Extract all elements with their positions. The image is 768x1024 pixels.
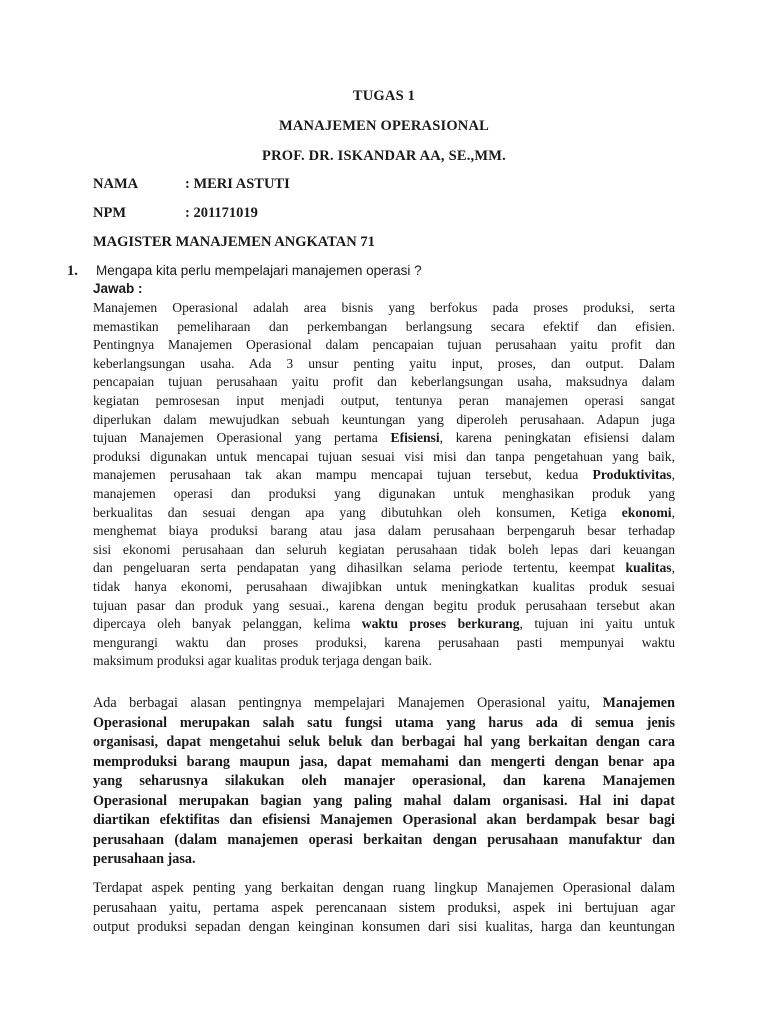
answer-paragraph-1 xyxy=(93,299,675,671)
text-line xyxy=(93,879,675,899)
text-line xyxy=(93,694,675,714)
bold-text: waktu proses berkurang xyxy=(361,616,520,632)
text-line xyxy=(93,392,675,411)
bold-text: yang seharusnya silakukan oleh manajer operasional, dan karena Manajemen xyxy=(93,773,675,789)
text-line xyxy=(93,541,675,560)
text-run: , tujuan ini yaitu untuk xyxy=(519,616,675,632)
name-label: NAMA xyxy=(93,176,139,192)
text-run: keberlangsungan usaha. Ada 3 unsur penting yaitu input, proses, dan output. Dalam xyxy=(93,355,675,371)
text-line xyxy=(93,318,675,337)
name-row xyxy=(93,176,290,193)
text-line xyxy=(93,373,675,392)
text-line xyxy=(93,714,675,734)
text-run: tidak hanya ekonomi, perusahaan diwajibkan untuk meningkatkan kualitas produk sesuai xyxy=(93,578,675,594)
bold-text: perusahaan jasa. xyxy=(93,851,196,867)
text-line xyxy=(93,753,675,773)
text-line xyxy=(93,899,675,919)
text-line xyxy=(93,811,675,831)
text-run: Pentingnya Manajemen Operasional dalam pencapaian tujuan perusahaan yaitu profit dan xyxy=(93,337,675,353)
text-run: manajemen operasi dan produksi yang digunakan untuk menghasikan produk yang xyxy=(93,485,675,501)
text-line xyxy=(93,615,675,634)
text-run: , karena peningkatan efisiensi dalam xyxy=(439,430,675,446)
npm-label: NPM xyxy=(93,205,127,221)
bold-text: Produktivitas xyxy=(592,467,672,483)
text-run: diperlukan dalam mewujudkan sebuah keuntungan yang diperoleh perusahaan. Adapun juga xyxy=(93,411,675,427)
bold-text: ekonomi xyxy=(621,504,672,520)
bold-text: organisasi, dapat mengetahui seluk beluk dan berbagai hal yang berkaitan dengan cara xyxy=(93,734,675,750)
text-run: pencapaian tujuan perusahaan yaitu profit dan keberlangsungan usaha, maksudnya dalam xyxy=(93,374,675,390)
text-line xyxy=(93,559,675,578)
text-run: memastikan pemeliharaan dan perkembangan berlangsung secara efektif dan efisien. xyxy=(93,318,675,334)
bold-text: Operasional merupakan bagian yang paling mahal dalam organisasi. Hal ini dapat xyxy=(93,792,675,809)
answer-paragraph-3 xyxy=(93,879,675,938)
text-line xyxy=(93,733,675,753)
text-run: perusahaan yaitu, pertama aspek perencanaan sistem produksi, aspek ini bertujuan agar xyxy=(93,899,675,916)
question-number: 1. xyxy=(67,263,78,279)
assignment-title: TUGAS 1 xyxy=(352,88,416,104)
text-line xyxy=(93,485,675,504)
lecturer-name: PROF. DR. ISKANDAR AA, SE.,MM. xyxy=(262,148,506,164)
text-line xyxy=(93,355,675,374)
text-run: tujuan Manajemen Operasional yang pertama xyxy=(93,430,391,446)
bold-text: perusahaan (dalam manajemen operasi berkaitan dengan perusahaan manufaktur dan xyxy=(93,831,675,848)
answer-paragraph-2 xyxy=(93,694,675,870)
text-run: tujuan pasar dan produk yang sesuai., karena dengan begitu produk perusahaan tersebut akan xyxy=(93,597,675,613)
text-line xyxy=(93,597,675,616)
text-line xyxy=(93,466,675,485)
answer-label: Jawab : xyxy=(93,281,143,296)
bold-text: kualitas xyxy=(625,560,672,576)
text-line xyxy=(93,652,675,671)
text-run: berkualitas dan sesuai dengan apa yang dibutuhkan oleh konsumen, Ketiga xyxy=(93,504,622,520)
text-line xyxy=(93,772,675,792)
text-run: mengurangi waktu dan proses produksi, karena perusahaan pasti mempunyai waktu xyxy=(93,634,675,650)
text-run: , xyxy=(671,504,675,520)
name-value: : MERI ASTUTI xyxy=(185,176,290,192)
program-line: MAGISTER MANAJEMEN ANGKATAN 71 xyxy=(93,234,375,250)
bold-text: memproduksi barang maupun jasa, dapat memahami dan mengerti dengan benar apa xyxy=(93,753,675,770)
text-line xyxy=(93,411,675,430)
text-run: , xyxy=(671,467,675,483)
text-line xyxy=(93,448,675,467)
text-run: , xyxy=(671,560,675,576)
text-run: dipercaya oleh banyak pelanggan, kelima xyxy=(93,616,362,632)
text-run: produksi digunakan untuk mencapai tujuan sesuai visi misi dan tanpa pengetahuan yang baik, xyxy=(93,448,675,464)
bold-text: diartikan efektifitas dan efisiensi Manajemen Operasional akan berdampak besar bagi xyxy=(93,812,675,828)
text-line xyxy=(93,429,675,448)
text-run: kegiatan pemrosesan input menjadi output, tentunya peran manajemen operasi sangat xyxy=(93,392,675,408)
text-run: manajemen perusahaan tak akan mampu mencapai tujuan tersebut, kedua xyxy=(93,467,593,483)
text-run: output produksi sepadan dengan keinginan konsumen dari sisi kualitas, harga dan keuntungan xyxy=(93,919,675,935)
text-line xyxy=(93,850,675,870)
text-line xyxy=(93,918,675,938)
text-line xyxy=(93,299,675,318)
text-run: maksimum produksi agar kualitas produk terjaga dengan baik. xyxy=(93,653,433,669)
text-run: menghemat biaya produksi barang atau jasa dalam perusahaan berpengaruh besar terhadap xyxy=(93,523,675,539)
text-line xyxy=(93,504,675,523)
course-title: MANAJEMEN OPERASIONAL xyxy=(278,118,490,134)
text-run: Ada berbagai alasan pentingnya mempelajari Manajemen Operasional yaitu, xyxy=(93,695,603,711)
text-line xyxy=(93,831,675,851)
question-text: Mengapa kita perlu mempelajari manajemen operasi ? xyxy=(96,263,422,278)
text-line xyxy=(93,578,675,597)
text-run: dan pengeluaran serta pendapatan yang dihasilkan selama periode tertentu, keempat xyxy=(93,560,626,576)
npm-value: : 201171019 xyxy=(185,205,258,221)
text-line xyxy=(93,336,675,355)
text-run: sisi ekonomi perusahaan dan seluruh kegiatan perusahaan tidak boleh lepas dari keuangan xyxy=(93,541,675,557)
text-run: Manajemen Operasional adalah area bisnis yang berfokus pada proses produksi, serta xyxy=(93,300,675,315)
text-line xyxy=(93,792,675,812)
bold-text: Efisiensi xyxy=(390,430,440,446)
npm-row xyxy=(93,205,258,222)
text-line xyxy=(93,634,675,653)
text-run: Terdapat aspek penting yang berkaitan dengan ruang lingkup Manajemen Operasional dalam xyxy=(93,880,675,896)
bold-text: Operasional merupakan salah satu fungsi utama yang harus ada di semua jenis xyxy=(93,714,675,731)
text-line xyxy=(93,522,675,541)
bold-text: Manajemen xyxy=(602,695,675,711)
